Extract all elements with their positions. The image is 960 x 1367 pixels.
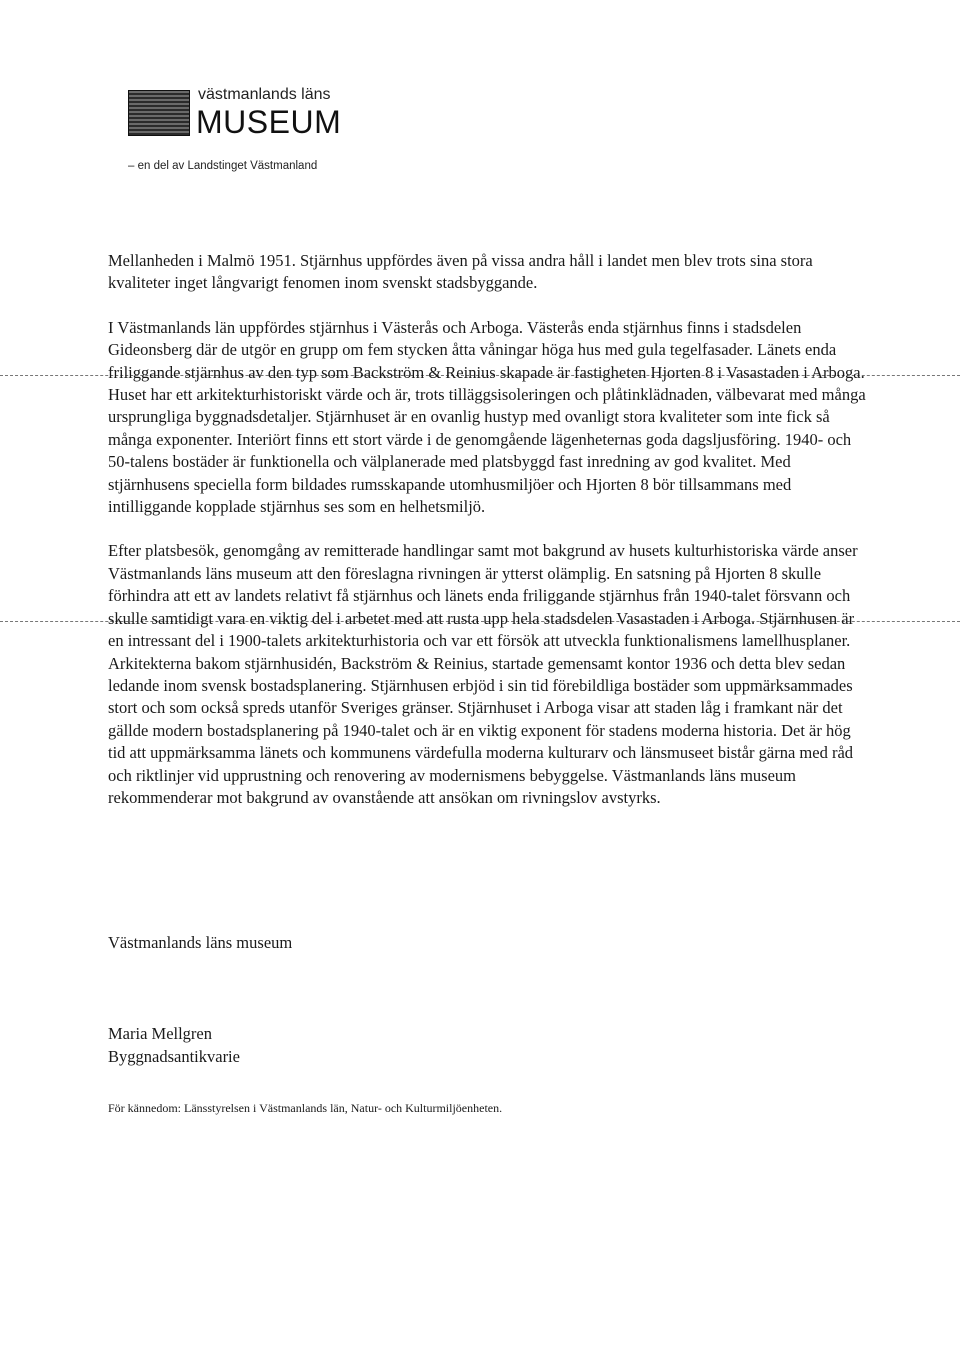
logo-main-text: MUSEUM <box>196 104 342 140</box>
paragraph-3: Efter platsbesök, genomgång av remitterade handlingar samt mot bakgrund av husets kulturhistoriska värde anser Västmanlands läns museum att den föreslagna rivningen är ytterst olämplig. En satsning på Hjorten 8 skulle förhindra att ett av landets relativt få stjärnhus och länets enda friliggande stjärnhus från 1940-talet försvann och skulle samtidigt vara en viktig del i arbetet med att rusta upp hela stadsdelen Vasastaden i Arboga. Stjärnhusen är en intressant del i 1900-talets arkitekturhistoria och var ett försök att utveckla funktionalismens lamellhusplaner. Arkitekterna bakom stjärnhusidén, Backström & Reinius, startade gemensamt kontor 1936 och detta blev sedan ledande inom svensk bostadsplanering. Stjärnhusen erbjöd i sin tid förebildliga bostäder som uppmärksammades stort och som också spreds utanför Sveriges gränser. Stjärnhuset i Arboga visar att staden låg i framkant när det gällde modern bostadsplanering på 1940-talet och är en viktig exponent för stadens moderna historia. Det är hög tid att uppmärksamma länets och kommunens värdefulla moderna kulturarv och länsmuseet bistår gärna med råd och riktlinjer vid upprustning och renovering av modernismens bebyggelse. Västmanlands läns museum rekommenderar mot bakgrund av ovanstående att ansökan om rivningslov avstyrks. <box>108 541 858 807</box>
paragraph-1: Mellanheden i Malmö 1951. Stjärnhus uppfördes även på vissa andra håll i landet men blev trots sina stora kvaliteter inget långvarigt fenomen inom svenskt stadsbyggande. <box>108 251 813 293</box>
closing-organization: Västmanlands läns museum <box>108 933 293 952</box>
logo-mark-icon <box>128 90 190 136</box>
paragraph-2: I Västmanlands län uppfördes stjärnhus i Västerås och Arboga. Västerås enda stjärnhus finns i stadsdelen Gideonsberg där de utgör en grupp om fem stycken åtta våningar höga hus med gula tegelfasader. Länets enda friliggande stjärnhus av den typ som Backström & Reinius skapade är fastigheten Hjorten 8 i Vasastaden i Arboga. Huset har ett arkitekturhistoriskt värde och är, trots tilläggsisoleringen och plåtinklädnaden, välbevarat med många ursprungliga byggnadsdetaljer. Stjärnhuset är en ovanlig hustyp med ovanligt stora kvaliteter som inte fick så många exponenter. Interiört finns ett stort värde i de genomgående lägenheternas goda dagsljusföring. 1940- och 50-talens bostäder är funktionella och välplanerade med platsbyggd fast inredning av god kvalitet. Med stjärnhusens speciella form bildades rumsskapande utomhusmiljöer och Hjorten 8 bör tillsammans med intilliggande kopplade stjärnhus ses som en helhetsmiljö. <box>108 317 866 517</box>
letter-body <box>108 250 870 809</box>
museum-logo <box>128 84 388 184</box>
logo-top-text: västmanlands läns <box>198 86 331 103</box>
footnote-distribution: För kännedom: Länsstyrelsen i Västmanlands län, Natur- och Kulturmiljöenheten. <box>108 1101 503 1115</box>
signer-title: Byggnadsantikvarie <box>108 1047 240 1066</box>
signer-name: Maria Mellgren <box>108 1024 213 1043</box>
logo-sub-text: – en del av Landstinget Västmanland <box>128 160 318 172</box>
